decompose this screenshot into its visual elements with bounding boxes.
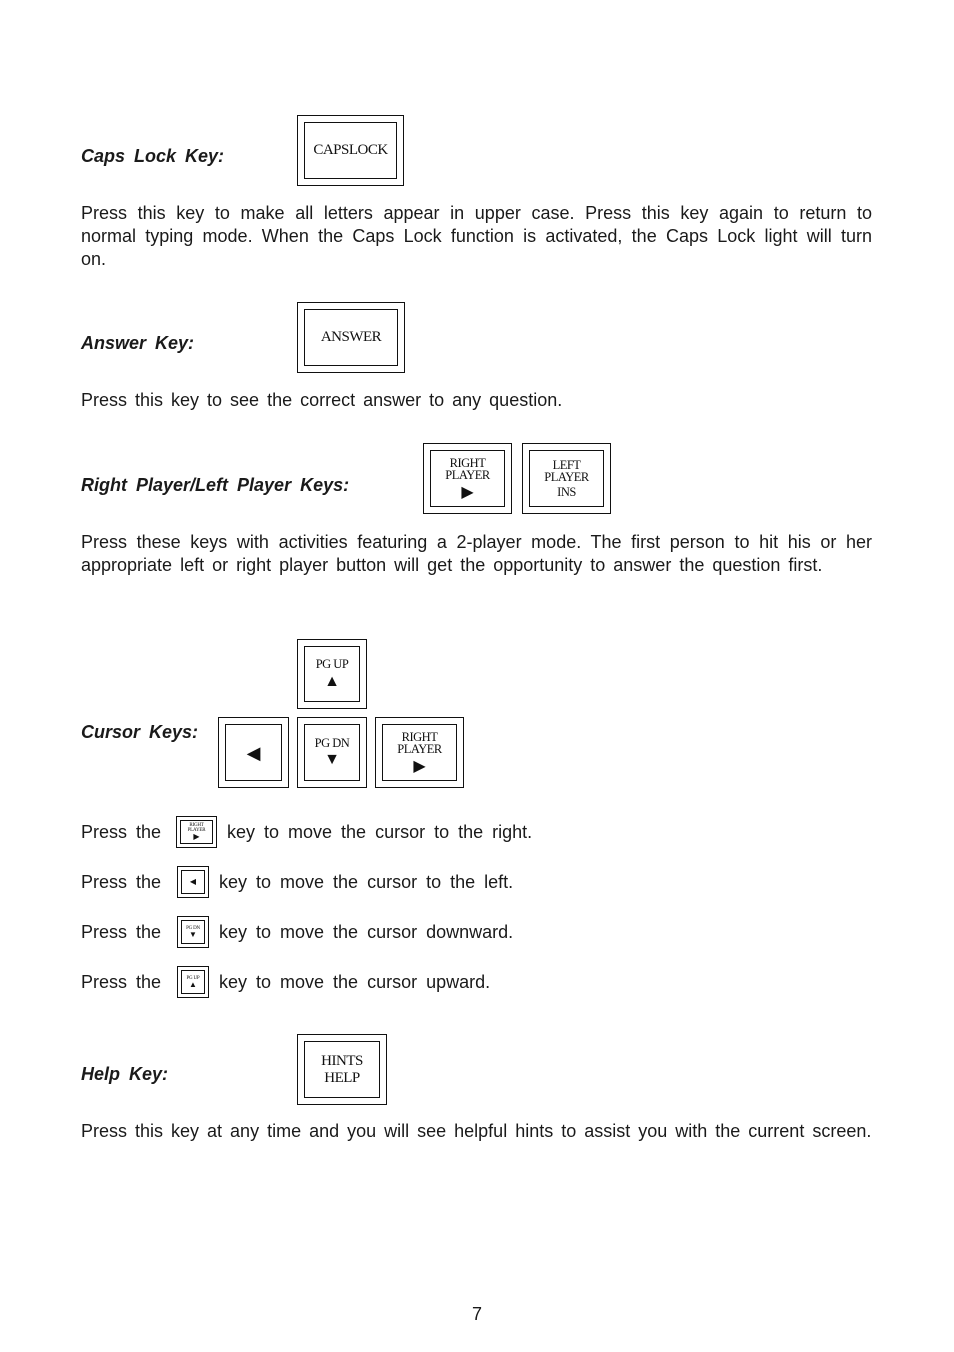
right-arrow-icon: ▶ [193,832,200,841]
instruction-prefix: Press the [81,922,162,942]
right-arrow-icon: ▶ [461,483,474,501]
pgdn-key-image [297,717,367,788]
right-player-cursor-key-label: RIGHT PLAYER [397,729,442,756]
pgup-key-image [297,639,367,709]
pgdn-key-label: PG DN [314,735,350,750]
right-player-key-image [423,443,512,514]
right-player-cursor-key-image [375,717,464,788]
instruction-prefix: Press the [81,872,162,892]
players-description: Press these keys with activities featuring a 2-player mode. The first person to hit his or her appropriate left or right player button will get the opportunity to answer the question first. [81,532,872,575]
help-heading: Help Key: [81,1064,169,1084]
capslock-key-label: CAPSLOCK [313,142,388,158]
instruction-prefix: Press the [81,972,162,992]
down-arrow-icon: ▼ [324,751,340,769]
instruction-right-suffix: key to move the cursor to the right. [227,822,533,842]
instruction-down-suffix: key to move the cursor downward. [219,922,514,942]
down-arrow-icon: ▼ [189,929,197,939]
mini-left-arrow-key [177,866,209,898]
answer-description: Press this key to see the correct answer to any question. [81,390,563,410]
instruction-down [81,922,161,943]
help-description: Press this key at any time and you will see helpful hints to assist you with the current screen. [81,1121,872,1141]
left-player-key-label: LEFT PLAYER [544,457,589,485]
instruction-left-suffix: key to move the cursor to the left. [219,872,514,892]
mini-key-label: PG DN [186,925,200,931]
caps-lock-description: Press this key to make all letters appear in upper case. Press this key again to return to normal typing mode. When the Caps Lock function is activated, the Caps Lock light will turn on. [81,203,872,269]
up-arrow-icon: ▲ [189,979,197,989]
help-key-label: HELP [324,1069,360,1086]
caps-lock-heading: Caps Lock Key: [81,146,225,166]
capslock-key-image [297,115,404,186]
cursor-heading: Cursor Keys: [81,722,199,742]
mini-key-label: RIGHT PLAYER [187,823,206,833]
left-arrow-icon: ◀ [189,877,197,886]
mini-pgup-key [177,966,209,998]
hints-key-label: HINTS [321,1052,363,1069]
mini-pgdn-key [177,916,209,948]
instruction-up [81,972,161,993]
left-arrow-key-image [218,717,289,788]
ins-key-label: INS [557,484,576,499]
instruction-right [81,822,161,843]
up-arrow-icon: ▲ [324,672,340,690]
instruction-prefix: Press the [81,822,162,842]
right-arrow-icon: ▶ [413,757,426,775]
mini-right-player-key [176,816,217,848]
page-number: 7 [471,1304,482,1324]
left-arrow-icon: ◀ [246,742,261,763]
answer-key-label: ANSWER [320,329,382,345]
players-heading: Right Player/Left Player Keys: [81,475,350,495]
answer-key-image [297,302,405,373]
answer-heading: Answer Key: [81,333,195,353]
hints-help-key-image [297,1034,387,1105]
right-player-key-label: RIGHT PLAYER [445,455,490,482]
left-player-key-image [522,443,611,514]
pgup-key-label: PG UP [315,657,349,672]
instruction-up-suffix: key to move the cursor upward. [219,972,491,992]
mini-key-label: PG UP [186,975,200,981]
instruction-left [81,872,161,893]
